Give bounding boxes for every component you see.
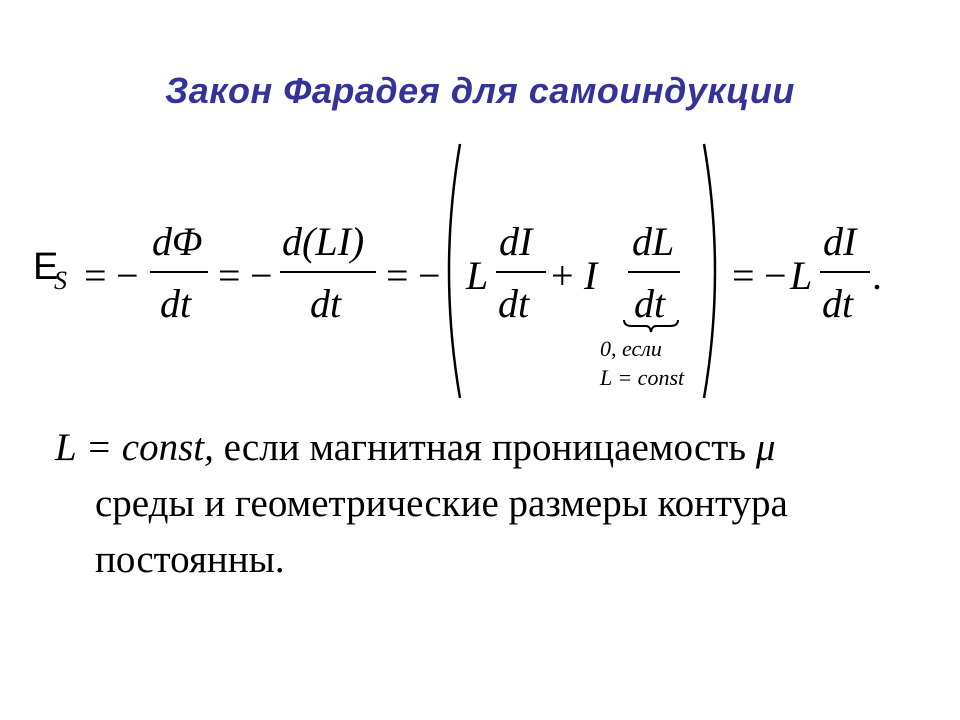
explanation-line-2: среды и геометрические размеры контура	[95, 482, 788, 525]
left-big-paren	[434, 140, 464, 402]
underbrace	[622, 318, 680, 334]
minus-sign-1: −	[116, 253, 139, 298]
equals-sign-1: =	[84, 253, 107, 298]
zero-condition-line2: L = const	[600, 365, 685, 390]
plus-sign: +	[551, 253, 574, 298]
equals-sign-3: =	[386, 253, 409, 298]
fraction-1-numerator: dΦ	[152, 219, 203, 264]
minus-sign-2: −	[250, 253, 273, 298]
fraction-3-bar	[496, 271, 546, 273]
slide-title: Закон Фарадея для самоиндукции	[165, 70, 795, 111]
fraction-4-numerator: dL	[632, 219, 675, 264]
fraction-4-denominator: dt	[634, 281, 666, 326]
minus-sign-4: −	[764, 253, 787, 298]
const-formula: L = const,	[55, 426, 214, 469]
emf-symbol: E	[33, 246, 59, 288]
fraction-2-bar	[280, 271, 376, 273]
emf-subscript: S	[54, 266, 67, 295]
current-I: I	[584, 253, 598, 298]
inductance-L: L	[466, 253, 489, 298]
period: .	[872, 253, 882, 298]
fraction-1-denominator: dt	[160, 281, 192, 326]
explanation-text	[55, 420, 935, 588]
fraction-3-numerator: dI	[499, 219, 533, 264]
fraction-5-numerator: dI	[823, 219, 857, 264]
fraction-5-bar	[820, 271, 870, 273]
fraction-2-numerator: d(LI)	[282, 219, 365, 264]
fraction-2-denominator: dt	[310, 281, 342, 326]
fraction-4-bar	[628, 271, 680, 273]
explanation-line-1-text: если магнитная проницаемость	[213, 426, 756, 469]
zero-condition-line1: 0, если	[600, 336, 662, 361]
minus-sign-3: −	[418, 253, 441, 298]
equals-sign-4: =	[732, 253, 755, 298]
fraction-1-bar	[150, 271, 208, 273]
explanation-line-3: постоянны.	[95, 538, 285, 581]
rhs-inductance-L: L	[790, 253, 813, 298]
equals-sign-2: =	[218, 253, 241, 298]
explanation-line-1	[55, 420, 935, 476]
fraction-5-denominator: dt	[822, 281, 854, 326]
right-big-paren	[700, 140, 730, 402]
mu-symbol: μ	[755, 426, 776, 469]
fraction-3-denominator: dt	[498, 281, 530, 326]
